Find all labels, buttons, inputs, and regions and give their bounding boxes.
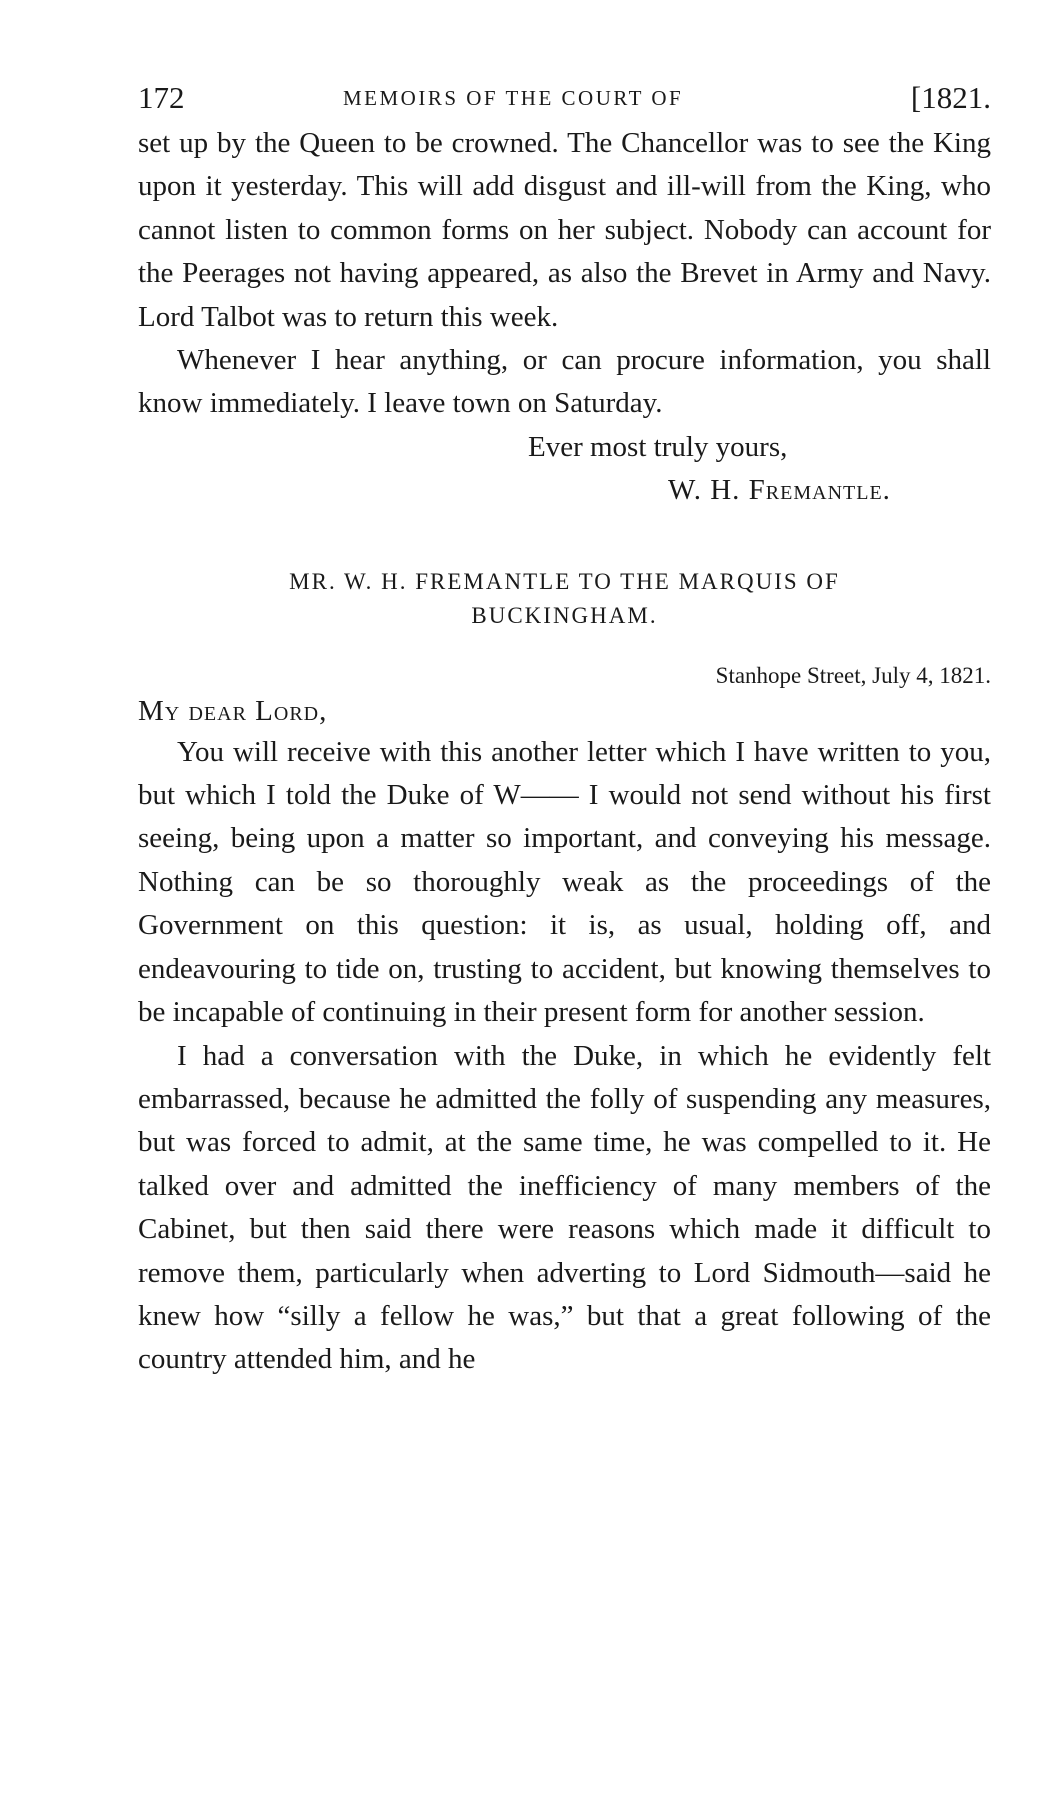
page-number: 172 — [138, 80, 185, 115]
continued-letter — [138, 122, 991, 513]
body-paragraph: Whenever I hear anything, or can procure information, you shall know immediately. I leave town on Saturday. — [138, 344, 991, 420]
body-paragraph: I had a conversation with the Duke, in which he evidently felt embarrassed, because he admitted the folly of suspending any measures, but was forced to admit, at the same time, he was compelled to it. He talked over and admitted the inefficiency of many members of the Cabinet, but then said there were reasons which made it difficult to remove them, particularly when adverting to Lord Sidmouth—said he knew how “silly a fellow he was,” but that a great following of the country attended him, and he — [138, 1039, 991, 1376]
running-title: MEMOIRS OF THE COURT OF — [343, 86, 684, 110]
letter-heading-line: BUCKINGHAM. — [471, 602, 658, 628]
letter-signature: W. H. Fremantle. — [668, 474, 891, 507]
letter-heading-line: MR. W. H. FREMANTLE TO THE MARQUIS OF — [289, 568, 840, 594]
letter-heading — [138, 565, 991, 633]
body-paragraph: set up by the Queen to be crowned. The Chancellor was to see the King upon it yesterday. This will add disgust and ill-will from the King, who cannot listen to common forms on her subject. Nobody can account for the Peerages not having appeared, as also the Brevet in Army and Navy. Lord Talbot was to return this week. — [138, 127, 991, 333]
letter-body — [138, 731, 991, 1382]
letter-closing: Ever most truly yours, — [528, 430, 788, 463]
body-paragraph: You will receive with this another letter which I have written to you, but which I told the Duke of W—— I would not send without his first seeing, being upon a matter so important, and conveying his message. Nothing can be so thoroughly weak as the proceedings of the Government on this question: it is, as usual, holding off, and endeavouring to tide on, trusting to accident, but knowing themselves to be incapable of continuing in their present form for another session. — [138, 735, 991, 1029]
letter-dateline: Stanhope Street, July 4, 1821. — [715, 662, 991, 688]
book-page — [138, 80, 991, 1382]
running-year: [1821. — [910, 80, 991, 115]
letter-salutation: My dear Lord, — [138, 694, 328, 727]
running-head — [138, 80, 991, 122]
